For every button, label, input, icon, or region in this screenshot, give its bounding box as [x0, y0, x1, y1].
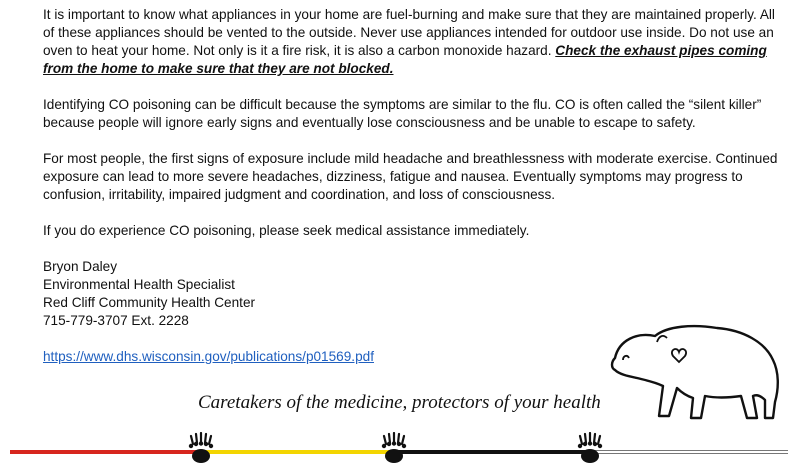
bear-icon: [597, 318, 789, 430]
footer-band-yellow: [199, 450, 389, 454]
paw-print-icon: [575, 432, 605, 466]
document-body: [43, 6, 788, 366]
publication-link[interactable]: https://www.dhs.wisconsin.gov/publications/p01569.pdf: [43, 349, 374, 364]
footer-band-white: [589, 450, 788, 454]
signature-phone: 715-779-3707 Ext. 2228: [43, 313, 189, 328]
paw-print-icon: [379, 432, 409, 466]
signature-name: Bryon Daley: [43, 259, 118, 274]
footer-tagline: Caretakers of the medicine, protectors of your health: [198, 392, 601, 413]
paragraph-symptoms: For most people, the first signs of exposure include mild headache and breathlessness with moderate exercise. Continued exposure can lead to more severe headaches, dizziness, fatigue and nausea. Eventually symptoms may progress to confusion, irritability, impaired judgment and coordination, and loss of consciousness.: [43, 151, 778, 202]
footer-band-red: [10, 450, 199, 454]
footer-band-black: [389, 450, 589, 454]
paragraph-appliances: [43, 6, 788, 78]
exhaust-pipes-warning: Check the exhaust pipes coming from the home to make sure that they are not blocked.: [43, 43, 767, 76]
paragraph-identifying-co: Identifying CO poisoning can be difficult because the symptoms are similar to the flu. CO is often called the “silent killer” because people will ignore early signs and eventually lose consciousness and be unable to escape to safety.: [43, 97, 762, 130]
signature-organization: Red Cliff Community Health Center: [43, 295, 256, 310]
paragraph-seek-assistance: If you do experience CO poisoning, please seek medical assistance immediately.: [43, 223, 530, 238]
paragraph-appliances-text: It is important to know what appliances in your home are fuel-burning and make sure that they are maintained properly. All of these appliances should be vented to the outside. Never use appliances intended for outdoor use inside. Do not use an oven to heat your home. Not only is it a fire risk, it is also a carbon monoxide hazard.: [43, 7, 775, 58]
paw-print-icon: [186, 432, 216, 466]
signature-title: Environmental Health Specialist: [43, 277, 235, 292]
